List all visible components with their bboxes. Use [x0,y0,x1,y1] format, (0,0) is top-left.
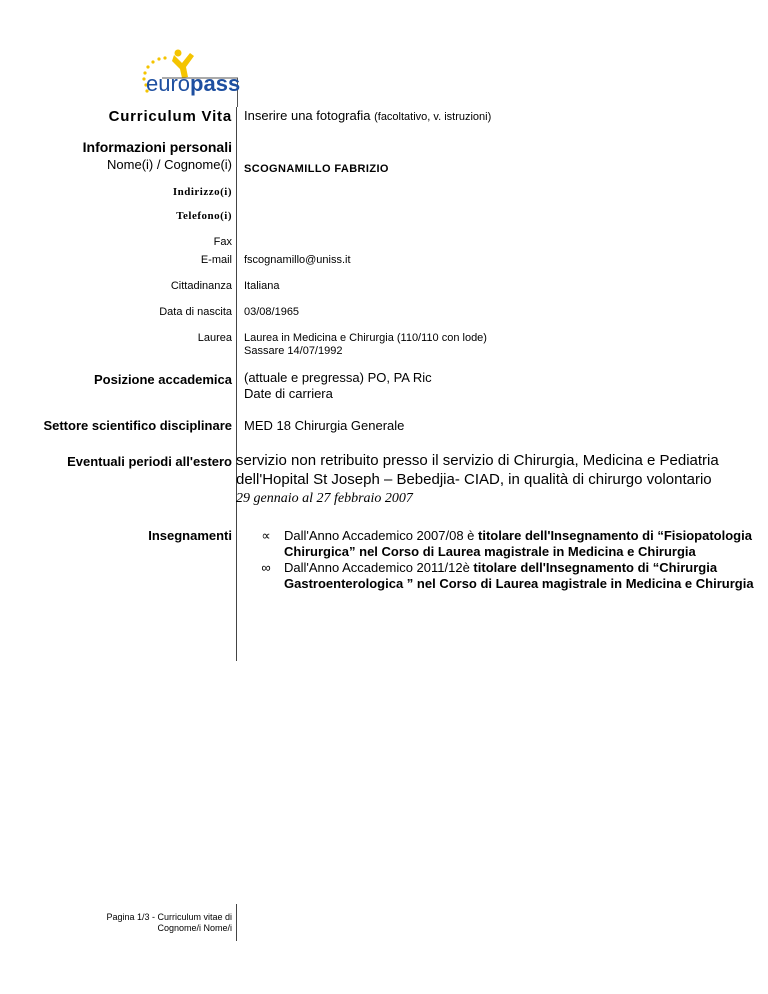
proportional-bullet-icon: ∝ [261,528,271,543]
europass-logo [132,47,241,107]
degree-value [244,332,487,358]
name-value: SCOGNAMILLO FABRIZIO [244,163,389,175]
abroad-line-1: servizio non retribuito presso il servizio di Chirurgia, Medicina e Pediatria [236,452,719,469]
footer-divider [236,904,237,941]
teaching-item [256,528,756,560]
teaching-item-title: titolare dell'Insegnamento di “Chirurgia Gastroenterologica ” nel Corso di Laurea magistrale in Medicina e Chirurgia [284,560,754,591]
abroad-label: Eventuali periodi all'estero [67,454,232,469]
europass-wordmark [146,71,240,97]
page-footer [106,912,232,934]
position-label: Posizione accademica [93,372,232,387]
sector-label: Settore scientifico disciplinare [43,418,232,433]
phone-label: Telefono(i) [176,210,232,222]
section-personal-info: Informazioni personali [82,139,232,155]
column-divider [236,107,237,661]
teaching-item [256,560,756,592]
logo-euro-text: euro [146,71,191,96]
birth-label: Data di nascita [159,306,232,318]
position-value [244,370,432,402]
citizenship-value: Italiana [244,280,280,292]
fax-label: Fax [213,236,232,248]
teaching-item-intro: Dall'Anno Accademico 2007/08 è [284,528,478,543]
position-line-2: Date di carriera [244,386,333,401]
footer-line-2: Cognome/i Nome/i [157,923,232,933]
degree-line-1: Laurea in Medicina e Chirurgia (110/110 con lode) [244,332,487,344]
infinity-bullet-icon: ∞ [261,560,271,575]
email-value[interactable]: fscognamillo@uniss.it [244,254,351,266]
photo-instruction-note: (facoltativo, v. istruzioni) [374,111,492,123]
citizenship-label: Cittadinanza [170,280,232,292]
position-line-1: (attuale e pregressa) PO, PA Ric [244,370,432,385]
sector-value: MED 18 Chirurgia Generale [244,418,405,433]
abroad-line-2: dell'Hopital St Joseph – Bebedjia- CIAD, in qualità di chirurgo volontario [236,471,712,488]
logo-pass-text: pass [190,71,241,96]
email-label: E-mail [200,254,232,266]
abroad-value [236,451,719,509]
degree-line-2: Sassare 14/07/1992 [244,345,343,357]
abroad-dates: 29 gennaio al 27 febbraio 2007 [236,491,413,506]
teaching-label: Insegnamenti [148,528,232,543]
photo-instruction-main: Inserire una fotografia [244,108,371,123]
name-label: Nome(i) / Cognome(i) [107,157,232,172]
degree-label: Laurea [197,332,232,344]
birth-value: 03/08/1965 [244,306,300,318]
cv-title: Curriculum Vita [108,108,232,125]
teaching-list [256,528,756,592]
teaching-item-intro: Dall'Anno Accademico 2011/12è [284,560,474,575]
address-label: Indirizzo(i) [172,186,232,198]
teaching-item-title: titolare dell'Insegnamento di “Fisiopatologia Chirurgica” nel Corso di Laurea magistrale in Medicina e Chirurgia [284,528,752,559]
photo-instruction [244,108,491,123]
footer-line-1: Pagina 1/3 - Curriculum vitae di [106,912,232,922]
